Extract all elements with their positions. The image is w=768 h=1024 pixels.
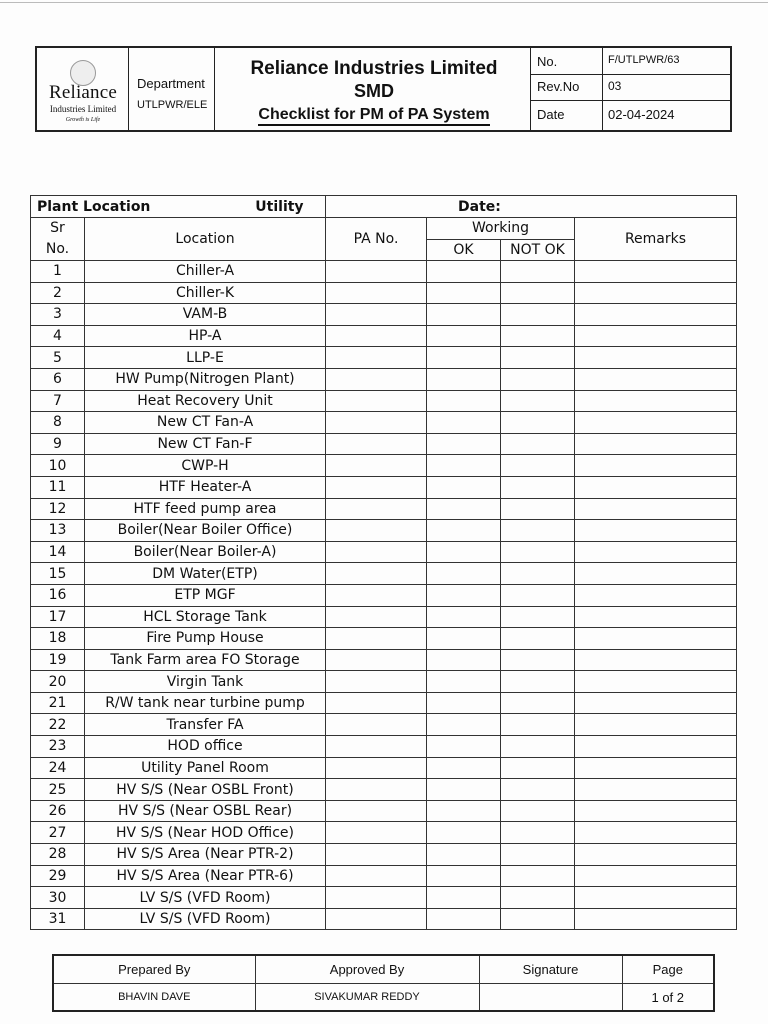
table-row xyxy=(31,261,737,283)
not-ok-cell xyxy=(501,476,575,498)
sr-no-cell: 31 xyxy=(31,908,85,930)
sr-no-cell: 30 xyxy=(31,887,85,909)
remarks-cell xyxy=(575,304,737,326)
ok-cell xyxy=(427,520,501,542)
remarks-cell xyxy=(575,887,737,909)
not-ok-cell xyxy=(501,779,575,801)
department-label: Department xyxy=(137,76,205,91)
ok-cell xyxy=(427,822,501,844)
location-cell: Fire Pump House xyxy=(85,628,326,650)
sr-no-cell: 18 xyxy=(31,628,85,650)
pa-no-cell xyxy=(326,757,427,779)
doc-no-value: F/UTLPWR/63 xyxy=(608,54,680,66)
sr-no-cell: 14 xyxy=(31,541,85,563)
not-ok-cell xyxy=(501,649,575,671)
location-cell: CWP-H xyxy=(85,455,326,477)
sr-no-cell: 21 xyxy=(31,692,85,714)
location-cell: VAM-B xyxy=(85,304,326,326)
ok-cell xyxy=(427,541,501,563)
location-cell: HTF Heater-A xyxy=(85,476,326,498)
sr-no-cell: 8 xyxy=(31,412,85,434)
table-row xyxy=(31,671,737,693)
location-cell: Utility Panel Room xyxy=(85,757,326,779)
table-row xyxy=(31,649,737,671)
remarks-cell xyxy=(575,563,737,585)
table-row xyxy=(31,887,737,909)
location-cell: HV S/S (Near HOD Office) xyxy=(85,822,326,844)
remarks-cell xyxy=(575,520,737,542)
approved-by-value: SIVAKUMAR REDDY xyxy=(255,984,479,1012)
location-cell: Boiler(Near Boiler-A) xyxy=(85,541,326,563)
table-row xyxy=(31,498,737,520)
ok-cell xyxy=(427,736,501,758)
checklist-table xyxy=(30,195,737,930)
plant-location-value: Utility xyxy=(255,198,304,215)
not-ok-cell xyxy=(501,606,575,628)
not-ok-cell xyxy=(501,433,575,455)
location-cell: HV S/S (Near OSBL Rear) xyxy=(85,800,326,822)
ok-cell xyxy=(427,692,501,714)
remarks-cell xyxy=(575,757,737,779)
approval-footer xyxy=(52,954,715,1012)
remarks-cell xyxy=(575,671,737,693)
pa-no-cell xyxy=(326,476,427,498)
table-row xyxy=(31,628,737,650)
department-value: UTLPWR/ELE xyxy=(137,99,208,111)
location-cell: HCL Storage Tank xyxy=(85,606,326,628)
remarks-cell xyxy=(575,822,737,844)
plant-location-cell xyxy=(31,196,326,218)
location-cell: HV S/S Area (Near PTR-6) xyxy=(85,865,326,887)
unit-name: SMD xyxy=(354,81,394,101)
pa-no-cell xyxy=(326,779,427,801)
logo-subtitle: Industries Limited xyxy=(49,104,117,114)
remarks-cell xyxy=(575,606,737,628)
table-row xyxy=(31,368,737,390)
remarks-cell xyxy=(575,433,737,455)
location-cell: Heat Recovery Unit xyxy=(85,390,326,412)
pa-no-cell xyxy=(326,865,427,887)
location-cell: HTF feed pump area xyxy=(85,498,326,520)
location-cell: New CT Fan-F xyxy=(85,433,326,455)
document-header xyxy=(35,46,732,132)
pa-no-cell xyxy=(326,800,427,822)
not-ok-cell xyxy=(501,282,575,304)
remarks-cell xyxy=(575,628,737,650)
ok-cell xyxy=(427,844,501,866)
logo-name: Reliance xyxy=(48,82,118,103)
location-cell: Tank Farm area FO Storage xyxy=(85,649,326,671)
pa-no-cell xyxy=(326,649,427,671)
sr-no-cell: 12 xyxy=(31,498,85,520)
signature-value xyxy=(479,984,622,1012)
remarks-cell xyxy=(575,844,737,866)
sr-no-cell: 25 xyxy=(31,779,85,801)
pa-no-cell xyxy=(326,606,427,628)
remarks-cell xyxy=(575,779,737,801)
table-row xyxy=(31,282,737,304)
not-ok-cell xyxy=(501,347,575,369)
table-row xyxy=(31,520,737,542)
ok-cell xyxy=(427,390,501,412)
not-ok-cell xyxy=(501,520,575,542)
ok-cell xyxy=(427,347,501,369)
sr-no-cell: 24 xyxy=(31,757,85,779)
page-label: Page xyxy=(622,955,714,984)
remarks-cell xyxy=(575,368,737,390)
not-ok-cell xyxy=(501,261,575,283)
pa-no-cell xyxy=(326,541,427,563)
location-header: Location xyxy=(85,218,326,261)
pa-no-cell xyxy=(326,584,427,606)
page-top-rule xyxy=(0,2,768,3)
pa-no-cell xyxy=(326,736,427,758)
remarks-cell xyxy=(575,412,737,434)
remarks-cell xyxy=(575,584,737,606)
location-cell: LV S/S (VFD Room) xyxy=(85,908,326,930)
ok-cell xyxy=(427,261,501,283)
sr-no-cell: 9 xyxy=(31,433,85,455)
approved-by-label: Approved By xyxy=(255,955,479,984)
not-ok-cell xyxy=(501,498,575,520)
remarks-cell xyxy=(575,908,737,930)
table-row xyxy=(31,325,737,347)
table-row xyxy=(31,844,737,866)
sr-no-cell: 28 xyxy=(31,844,85,866)
remarks-cell xyxy=(575,498,737,520)
table-row xyxy=(31,304,737,326)
reliance-logo xyxy=(37,48,129,132)
not-ok-cell xyxy=(501,455,575,477)
sr-no-header: Sr No. xyxy=(31,218,85,261)
pa-no-cell xyxy=(326,455,427,477)
header-row-1 xyxy=(31,218,737,240)
ok-cell xyxy=(427,800,501,822)
table-row xyxy=(31,476,737,498)
table-row xyxy=(31,692,737,714)
not-ok-cell xyxy=(501,390,575,412)
ok-cell xyxy=(427,865,501,887)
table-row xyxy=(31,563,737,585)
location-cell: Virgin Tank xyxy=(85,671,326,693)
ok-cell xyxy=(427,671,501,693)
location-cell: HOD office xyxy=(85,736,326,758)
sr-no-cell: 15 xyxy=(31,563,85,585)
ok-cell xyxy=(427,606,501,628)
sr-no-cell: 19 xyxy=(31,649,85,671)
working-header: Working xyxy=(427,218,575,240)
ok-cell xyxy=(427,649,501,671)
pa-no-cell xyxy=(326,498,427,520)
pa-no-cell xyxy=(326,412,427,434)
ok-cell xyxy=(427,498,501,520)
page-number: 1 of 2 xyxy=(622,984,714,1012)
pa-no-cell xyxy=(326,325,427,347)
signature-label: Signature xyxy=(479,955,622,984)
pa-no-cell xyxy=(326,304,427,326)
sr-no-cell: 23 xyxy=(31,736,85,758)
sr-no-cell: 10 xyxy=(31,455,85,477)
not-ok-cell xyxy=(501,800,575,822)
ok-header: OK xyxy=(427,239,501,261)
table-row xyxy=(31,347,737,369)
table-row xyxy=(31,865,737,887)
remarks-cell xyxy=(575,347,737,369)
table-row xyxy=(31,455,737,477)
sr-no-cell: 27 xyxy=(31,822,85,844)
table-row xyxy=(31,433,737,455)
pa-no-cell xyxy=(326,368,427,390)
not-ok-cell xyxy=(501,368,575,390)
remarks-cell xyxy=(575,736,737,758)
not-ok-cell xyxy=(501,865,575,887)
prepared-by-label: Prepared By xyxy=(53,955,255,984)
table-row xyxy=(31,412,737,434)
sr-no-cell: 16 xyxy=(31,584,85,606)
not-ok-cell xyxy=(501,584,575,606)
ok-cell xyxy=(427,412,501,434)
remarks-cell xyxy=(575,692,737,714)
not-ok-cell xyxy=(501,844,575,866)
ok-cell xyxy=(427,887,501,909)
pa-no-cell xyxy=(326,671,427,693)
not-ok-cell xyxy=(501,628,575,650)
sr-no-cell: 3 xyxy=(31,304,85,326)
pa-no-header: PA No. xyxy=(326,218,427,261)
plant-location-label: Plant Location xyxy=(37,198,151,215)
ok-cell xyxy=(427,908,501,930)
date-label: Date: xyxy=(458,198,501,215)
sr-no-cell: 7 xyxy=(31,390,85,412)
ok-cell xyxy=(427,714,501,736)
pa-no-cell xyxy=(326,887,427,909)
not-ok-cell xyxy=(501,412,575,434)
not-ok-cell xyxy=(501,822,575,844)
company-name: Reliance Industries Limited xyxy=(250,58,498,79)
not-ok-cell xyxy=(501,757,575,779)
remarks-cell xyxy=(575,390,737,412)
not-ok-cell xyxy=(501,692,575,714)
sr-no-cell: 22 xyxy=(31,714,85,736)
not-ok-cell xyxy=(501,541,575,563)
location-cell: Chiller-K xyxy=(85,282,326,304)
ok-cell xyxy=(427,368,501,390)
location-cell: R/W tank near turbine pump xyxy=(85,692,326,714)
pa-no-cell xyxy=(326,347,427,369)
location-cell: HV S/S Area (Near PTR-2) xyxy=(85,844,326,866)
location-cell: LV S/S (VFD Room) xyxy=(85,887,326,909)
ok-cell xyxy=(427,757,501,779)
sr-no-cell: 17 xyxy=(31,606,85,628)
location-cell: ETP MGF xyxy=(85,584,326,606)
table-row xyxy=(31,606,737,628)
table-row xyxy=(31,714,737,736)
date-cell xyxy=(326,196,737,218)
plant-location-row xyxy=(31,196,737,218)
table-row xyxy=(31,908,737,930)
rev-no-value: 03 xyxy=(608,79,622,93)
not-ok-cell xyxy=(501,908,575,930)
pa-no-cell xyxy=(326,822,427,844)
table-row xyxy=(31,584,737,606)
sr-no-cell: 26 xyxy=(31,800,85,822)
pa-no-cell xyxy=(326,628,427,650)
pa-no-cell xyxy=(326,844,427,866)
sr-no-cell: 11 xyxy=(31,476,85,498)
remarks-cell xyxy=(575,541,737,563)
sr-no-cell: 29 xyxy=(31,865,85,887)
location-cell: Boiler(Near Boiler Office) xyxy=(85,520,326,542)
table-row xyxy=(31,757,737,779)
not-ok-header: NOT OK xyxy=(501,239,575,261)
location-cell: New CT Fan-A xyxy=(85,412,326,434)
sr-no-cell: 13 xyxy=(31,520,85,542)
remarks-cell xyxy=(575,476,737,498)
sr-no-cell: 20 xyxy=(31,671,85,693)
ok-cell xyxy=(427,304,501,326)
table-row xyxy=(31,736,737,758)
table-row xyxy=(31,541,737,563)
ok-cell xyxy=(427,282,501,304)
location-cell: Chiller-A xyxy=(85,261,326,283)
sr-no-cell: 4 xyxy=(31,325,85,347)
remarks-cell xyxy=(575,282,737,304)
table-row xyxy=(31,822,737,844)
location-cell: LLP-E xyxy=(85,347,326,369)
sr-no-cell: 2 xyxy=(31,282,85,304)
sr-no-cell: 6 xyxy=(31,368,85,390)
ok-cell xyxy=(427,584,501,606)
location-cell: DM Water(ETP) xyxy=(85,563,326,585)
pa-no-cell xyxy=(326,282,427,304)
pa-no-cell xyxy=(326,520,427,542)
not-ok-cell xyxy=(501,563,575,585)
prepared-by-value: BHAVIN DAVE xyxy=(53,984,255,1012)
remarks-cell xyxy=(575,865,737,887)
pa-no-cell xyxy=(326,433,427,455)
pa-no-cell xyxy=(326,563,427,585)
doc-date-label: Date xyxy=(537,107,565,122)
ok-cell xyxy=(427,433,501,455)
ok-cell xyxy=(427,455,501,477)
pa-no-cell xyxy=(326,261,427,283)
pa-no-cell xyxy=(326,908,427,930)
logo-tagline: Growth is Life xyxy=(65,117,101,123)
remarks-cell xyxy=(575,261,737,283)
pa-no-cell xyxy=(326,692,427,714)
not-ok-cell xyxy=(501,714,575,736)
pa-no-cell xyxy=(326,714,427,736)
ok-cell xyxy=(427,779,501,801)
remarks-cell xyxy=(575,649,737,671)
ok-cell xyxy=(427,476,501,498)
not-ok-cell xyxy=(501,671,575,693)
location-cell: HW Pump(Nitrogen Plant) xyxy=(85,368,326,390)
remarks-header: Remarks xyxy=(575,218,737,261)
not-ok-cell xyxy=(501,736,575,758)
remarks-cell xyxy=(575,714,737,736)
doc-date-value: 02-04-2024 xyxy=(608,107,675,122)
remarks-cell xyxy=(575,800,737,822)
ok-cell xyxy=(427,325,501,347)
location-cell: Transfer FA xyxy=(85,714,326,736)
not-ok-cell xyxy=(501,304,575,326)
rev-no-label: Rev.No xyxy=(537,79,580,94)
not-ok-cell xyxy=(501,325,575,347)
remarks-cell xyxy=(575,455,737,477)
remarks-cell xyxy=(575,325,737,347)
location-cell: HV S/S (Near OSBL Front) xyxy=(85,779,326,801)
doc-no-label: No. xyxy=(537,54,558,69)
not-ok-cell xyxy=(501,887,575,909)
location-cell: HP-A xyxy=(85,325,326,347)
sr-no-cell: 1 xyxy=(31,261,85,283)
pa-no-cell xyxy=(326,390,427,412)
table-row xyxy=(31,390,737,412)
table-row xyxy=(31,779,737,801)
table-row xyxy=(31,800,737,822)
sr-no-cell: 5 xyxy=(31,347,85,369)
document-title: Checklist for PM of PA System xyxy=(217,106,531,124)
ok-cell xyxy=(427,628,501,650)
ok-cell xyxy=(427,563,501,585)
